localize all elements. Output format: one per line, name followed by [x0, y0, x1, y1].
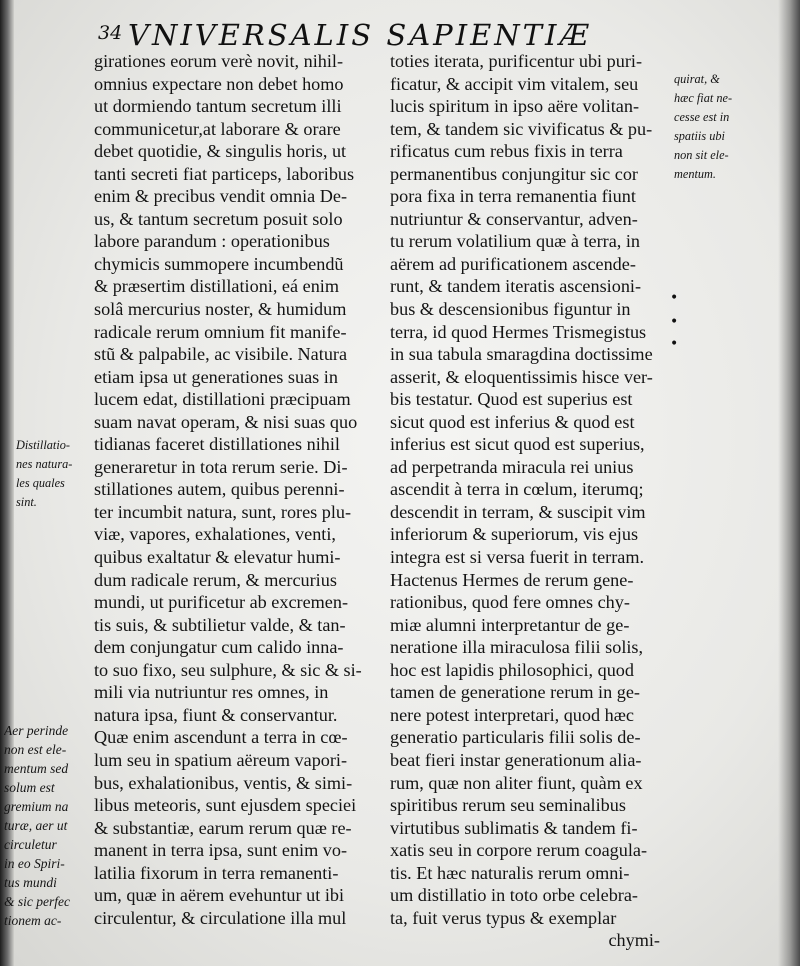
text-line: quibus exaltatur & elevatur humi-: [94, 547, 341, 568]
margin-note-line: nes natura-: [16, 457, 73, 471]
text-line: dem conjungatur cum calido inna-: [94, 637, 344, 658]
margin-marker: •: [670, 290, 679, 306]
text-line: ascendit à terra in cœlum, iterumq;: [390, 479, 644, 500]
text-line: toties iterata, purificentur ubi puri-: [390, 51, 643, 71]
text-line: suam navat operam, & nisi suas quo: [94, 411, 358, 432]
margin-note-line: mentum.: [674, 167, 717, 181]
text-line: bus & descensionibus figuntur in: [390, 299, 631, 320]
text-line: permanentibus conjungitur sic cor: [390, 163, 638, 184]
text-line: beat fieri instar generationum alia-: [390, 749, 642, 770]
text-line: tanti secreti fiat particeps, laboribus: [94, 163, 355, 184]
text-line: lucis spiritum in ipso aëre volitan-: [390, 96, 640, 117]
text-line: tamen de generatione rerum in ge-: [390, 682, 640, 703]
page-number: 34: [98, 22, 123, 44]
text-line: hoc est lapidis philosophici, quod: [390, 659, 634, 680]
margin-note-quirat: [674, 70, 774, 184]
margin-marker: •: [670, 336, 679, 352]
margin-note-line: les quales: [16, 476, 65, 490]
text-line: generatio particularis filii solis de-: [390, 727, 641, 748]
text-line: runt, & tandem iteratis ascensioni-: [390, 276, 642, 297]
text-line: stũ & palpabile, ac visibile. Natura: [94, 344, 348, 365]
text-line: solâ mercurius noster, & humidum: [94, 299, 347, 320]
text-line: & præsertim distillationi, eá enim: [94, 276, 339, 297]
text-line: integra est si versa fuerit in terram.: [390, 547, 645, 568]
text-line: neratione illa miraculosa filii solis,: [390, 637, 644, 658]
text-line: mundi, ut purificetur ab excremen-: [94, 592, 349, 613]
text-line: asserit, & eloquentissimis hisce ver-: [390, 366, 653, 387]
text-line: circulentur, & circulatione illa mul: [94, 907, 347, 928]
text-line: pora fixa in terra remanentia fiunt: [390, 186, 636, 207]
text-line: us, & tantum secretum posuit solo: [94, 208, 343, 229]
text-line: spiritibus rerum seu seminalibus: [390, 795, 626, 816]
text-line: in sua tabula smaragdina doctissime: [390, 344, 653, 365]
text-line: girationes eorum verè novit, nihil-: [94, 51, 344, 71]
text-line: etiam ipsa ut generationes suas in: [94, 366, 338, 387]
text-line: tidianas faceret distillationes nihil: [94, 434, 340, 455]
text-line: enim & precibus vendit omnia De-: [94, 186, 348, 207]
margin-note-line: cesse est in: [674, 110, 730, 124]
text-column-left: [94, 50, 372, 929]
margin-note-line: quirat, &: [674, 72, 720, 86]
text-line: dum radicale rerum, & mercurius: [94, 569, 337, 590]
text-line: natura ipsa, fiunt & conservantur.: [94, 704, 338, 725]
text-line: inferius est sicut quod est superius,: [390, 434, 645, 455]
text-line: ter incumbit natura, sunt, rores plu-: [94, 501, 352, 522]
text-line: bus, exhalationibus, ventis, & simi-: [94, 772, 353, 793]
margin-note-line: solum est: [4, 780, 55, 795]
text-line: communicetur,at laborare & orare: [94, 118, 341, 139]
margin-note-line: sint.: [16, 495, 37, 509]
text-line: nutriuntur & conservantur, adven-: [390, 208, 638, 229]
margin-note-line: & sic perfec: [4, 894, 70, 909]
text-line: latilia fixorum in terra remanenti-: [94, 862, 339, 883]
text-line: tu rerum volatilium quæ à terra, in: [390, 231, 641, 252]
margin-note-line: mentum sed: [4, 761, 69, 776]
text-line: rificatus cum rebus fixis in terra: [390, 141, 623, 162]
text-line: aërem ad purificationem ascende-: [390, 253, 636, 274]
margin-note-line: Aer perinde: [4, 723, 69, 738]
text-line: descendit in terram, & suscipit vim: [390, 501, 646, 522]
text-line: libus meteoris, sunt ejusdem speciei: [94, 795, 357, 816]
text-line: virtutibus sublimatis & tandem fi-: [390, 817, 638, 838]
text-line: um distillatio in toto orbe celebra-: [390, 885, 638, 906]
text-line: sicut quod est inferius & quod est: [390, 411, 635, 432]
page-header: [98, 18, 592, 52]
text-line: & substantiæ, earum rerum quæ re-: [94, 817, 352, 838]
margin-note-line: hæc fiat ne-: [674, 91, 733, 105]
text-line: viæ, vapores, exhalationes, venti,: [94, 524, 336, 545]
text-line: debet quotidie, & singulis horis, ut: [94, 141, 347, 162]
margin-note-line: circuletur: [4, 837, 57, 852]
text-line: stillationes autem, quibus perenni-: [94, 479, 345, 500]
text-line: chymi-: [608, 930, 660, 951]
text-line: tis suis, & subtilietur valde, & tan-: [94, 614, 346, 635]
text-line: terra, id quod Hermes Trismegistus: [390, 321, 647, 342]
text-line: rationibus, quod fere omnes chy-: [390, 592, 630, 613]
margin-note-line: in eo Spiri-: [4, 856, 65, 871]
text-line: tem, & tandem sic vivificatus & pu-: [390, 118, 653, 139]
text-column-right: [390, 50, 660, 952]
margin-note-line: turæ, aer ut: [4, 818, 68, 833]
margin-note-line: spatiis ubi: [674, 129, 725, 143]
margin-note-aer: [4, 721, 90, 930]
margin-note-line: non sit ele-: [674, 148, 729, 162]
text-line: tis. Et hæc naturalis rerum omni-: [390, 862, 630, 883]
text-line: miæ alumni interpretantur de ge-: [390, 614, 630, 635]
text-line: ficatur, & accipit vim vitalem, seu: [390, 73, 639, 94]
text-line: lucem edat, distillationi præcipuam: [94, 389, 351, 410]
text-line: chymicis summopere incumbendũ: [94, 253, 344, 274]
margin-note-line: tus mundi: [4, 875, 57, 890]
text-line: labore parandum : operationibus: [94, 231, 330, 252]
text-line: lum seu in spatium aëreum vapori-: [94, 749, 348, 770]
text-line: um, quæ in aërem evehuntur ut ibi: [94, 885, 345, 906]
text-line: omnius expectare non debet homo: [94, 73, 344, 94]
text-line: xatis seu in corpore rerum coagula-: [390, 840, 648, 861]
text-line: ut dormiendo tantum secretum illi: [94, 96, 342, 117]
margin-note-line: non est ele-: [4, 742, 67, 757]
text-line: Quæ enim ascendunt a terra in cœ-: [94, 727, 348, 748]
margin-marker: •: [670, 314, 679, 330]
text-line: radicale rerum omnium fit manife-: [94, 321, 347, 342]
text-line: ta, fuit verus typus & exemplar: [390, 907, 617, 928]
text-line: nere potest interpretari, quod hæc: [390, 704, 634, 725]
margin-note-line: Distillatio-: [16, 438, 70, 452]
margin-note-line: gremium na: [4, 799, 69, 814]
text-line: rum, quæ non aliter fiunt, quàm ex: [390, 772, 643, 793]
text-line: manent in terra ipsa, sunt enim vo-: [94, 840, 348, 861]
margin-note-distillationes: [16, 436, 90, 512]
text-line: ad perpetranda miracula rei unius: [390, 456, 634, 477]
text-line: inferiorum & superiorum, vis ejus: [390, 524, 639, 545]
text-line: mili via nutriuntur res omnes, in: [94, 682, 329, 703]
text-line: Hactenus Hermes de rerum gene-: [390, 569, 634, 590]
running-head: VNIVERSALIS SAPIENTIÆ: [128, 18, 592, 52]
text-line: to suo fixo, seu sulphure, & sic & si-: [94, 659, 362, 680]
page-edge-shadow: [778, 0, 800, 966]
text-line: generaretur in tota rerum serie. Di-: [94, 456, 348, 477]
text-line: bis testatur. Quod est superius est: [390, 389, 633, 410]
margin-note-line: tionem ac-: [4, 913, 62, 928]
